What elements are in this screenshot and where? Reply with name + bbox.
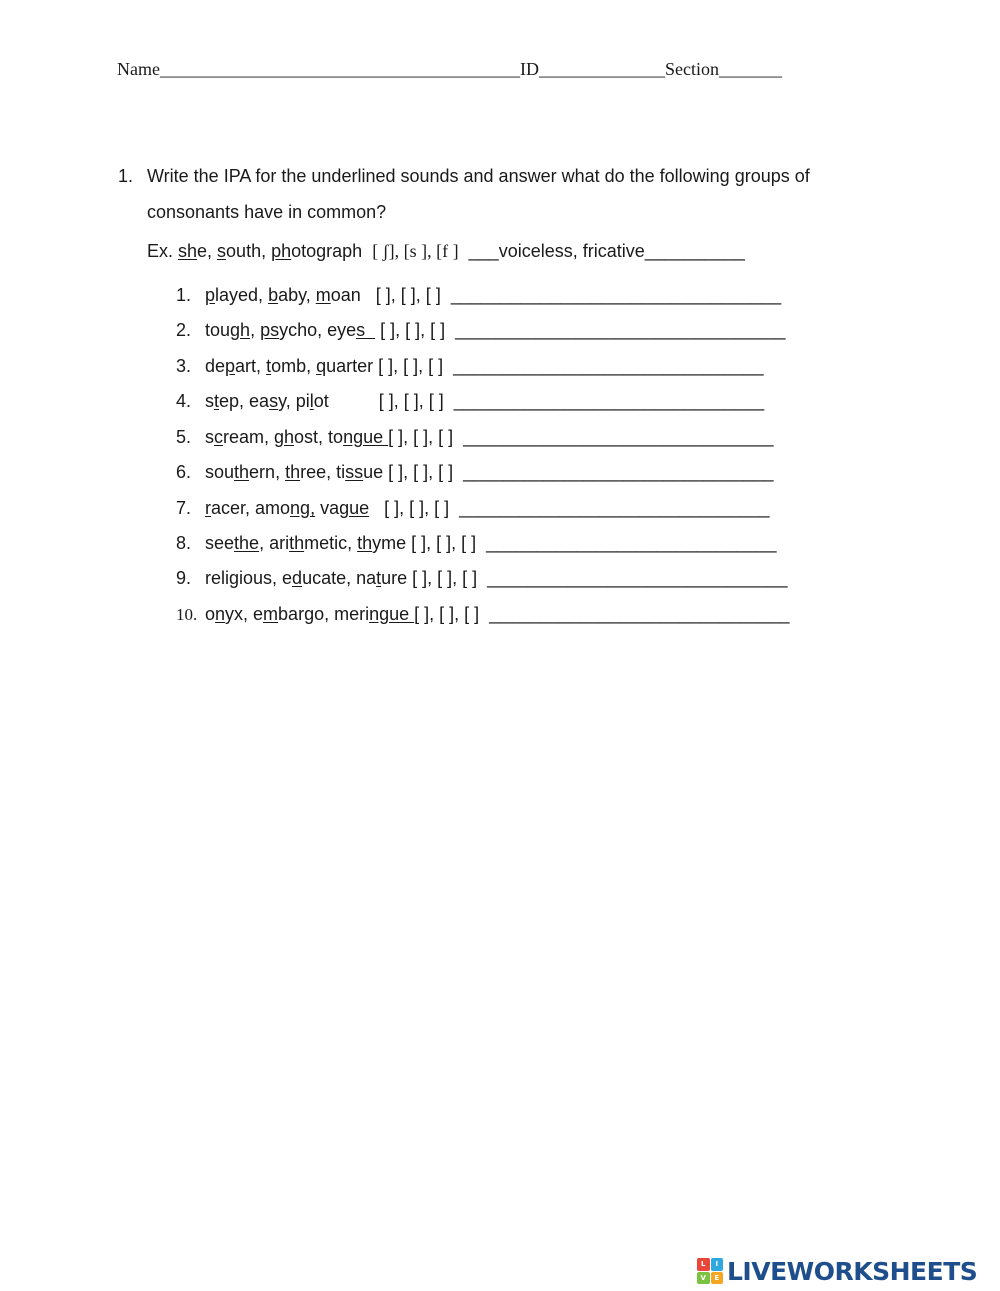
- item-row: [176, 568, 788, 589]
- item-text: ycho, eye: [279, 320, 357, 340]
- underlined-sound: c: [214, 427, 223, 447]
- underlined-sound: gue: [339, 498, 370, 518]
- example-text: e,: [197, 241, 218, 261]
- underlined-sound: t: [266, 356, 272, 376]
- item-text: aby,: [278, 285, 316, 305]
- item-text: de: [205, 356, 226, 376]
- item-number: 10.: [176, 605, 198, 624]
- item-text: metic,: [304, 533, 358, 553]
- item-text: ream,: [223, 427, 275, 447]
- item-text: ree, ti: [300, 462, 346, 482]
- item-row: [176, 320, 786, 341]
- underlined-sound: th: [357, 533, 373, 553]
- item-number: 8.: [176, 533, 192, 553]
- header-line: Name________________________________________ID______________Section_______: [117, 59, 782, 79]
- underlined-sound: ss: [345, 462, 364, 482]
- liveworksheets-logo: [697, 1256, 977, 1286]
- item-number: 5.: [176, 427, 192, 447]
- underlined-sound: t: [214, 391, 220, 411]
- underlined-sound: q: [316, 356, 327, 376]
- item-text: omb,: [271, 356, 317, 376]
- underlined-sound: s: [356, 320, 376, 340]
- item-text: [ ], [ ], [ ] _______________________________: [369, 498, 770, 518]
- underlined-sound: r: [205, 498, 211, 518]
- item-row: [176, 391, 764, 412]
- underlined-sound: gh: [274, 427, 295, 447]
- item-text: ep, ea: [219, 391, 270, 411]
- item-text: s: [205, 391, 214, 411]
- item-text: ucate, na: [302, 568, 377, 588]
- item-text: art,: [235, 356, 267, 376]
- item-text: [ ], [ ], [ ] ______________________________: [414, 604, 790, 624]
- underlined-sound: d: [292, 568, 303, 588]
- item-row: [176, 498, 770, 519]
- item-row: [176, 533, 776, 554]
- logo-text: LIVEWORKSHEETS: [727, 1256, 978, 1286]
- item-number: 6.: [176, 462, 192, 482]
- underlined-sound: ngue: [369, 604, 415, 624]
- item-number: 9.: [176, 568, 192, 588]
- item-number: 3.: [176, 356, 192, 376]
- item-row: [176, 285, 781, 306]
- logo-tile: E: [711, 1272, 724, 1285]
- logo-icon: [697, 1258, 723, 1284]
- logo-tile: V: [697, 1272, 710, 1285]
- logo-tile: L: [697, 1258, 710, 1271]
- item-row: [176, 356, 764, 377]
- example-underline: s: [217, 241, 227, 261]
- item-text: [ ], [ ], [ ] _______________________________: [388, 427, 774, 447]
- example-ipa: [ ʃ], [s ], [f ]: [372, 241, 459, 261]
- item-text: ern,: [249, 462, 286, 482]
- underlined-sound: p: [225, 356, 236, 376]
- item-text: ure [ ], [ ], [ ] ______________________________: [381, 568, 788, 588]
- item-text: ue [ ], [ ], [ ] _______________________________: [363, 462, 774, 482]
- example-answer: ___voiceless, fricative__________: [458, 241, 745, 261]
- item-text: sou: [205, 462, 235, 482]
- item-text: yme [ ], [ ], [ ] _____________________________: [372, 533, 777, 553]
- question-text-line2: consonants have in common?: [147, 202, 387, 222]
- item-text: uarter [ ], [ ], [ ] _______________________________: [326, 356, 764, 376]
- underlined-sound: b: [268, 285, 279, 305]
- item-text: oan [ ], [ ], [ ] _________________________________: [330, 285, 782, 305]
- item-number: 2.: [176, 320, 192, 340]
- item-text: s: [205, 427, 214, 447]
- item-text: va: [315, 498, 340, 518]
- underlined-sound: ng,: [290, 498, 316, 518]
- item-text: see: [205, 533, 235, 553]
- item-text: o: [205, 604, 216, 624]
- example-prefix: Ex.: [147, 241, 179, 261]
- question-text-line1: Write the IPA for the underlined sounds and answer what do the following groups of: [147, 166, 810, 186]
- item-text: ot [ ], [ ], [ ] _______________________________: [313, 391, 765, 411]
- underlined-sound: l: [309, 391, 314, 411]
- example-underline: ph: [271, 241, 292, 261]
- item-number: 7.: [176, 498, 192, 518]
- item-text: yx, e: [225, 604, 264, 624]
- item-text: acer, amo: [211, 498, 291, 518]
- underlined-sound: th: [285, 462, 301, 482]
- item-text: tou: [205, 320, 231, 340]
- item-text: layed,: [215, 285, 269, 305]
- example-text: otograph: [291, 241, 373, 261]
- logo-tile: I: [711, 1258, 724, 1271]
- underlined-sound: th: [289, 533, 305, 553]
- underlined-sound: ngue: [343, 427, 389, 447]
- example-underline: sh: [178, 241, 198, 261]
- question-number: 1.: [118, 166, 134, 186]
- item-text: y, pi: [278, 391, 310, 411]
- item-text: [ ], [ ], [ ] _________________________________: [375, 320, 786, 340]
- example-text: outh,: [226, 241, 272, 261]
- underlined-sound: m: [263, 604, 279, 624]
- item-text: bargo, meri: [278, 604, 370, 624]
- item-row: [176, 604, 789, 625]
- underlined-sound: th: [234, 462, 250, 482]
- underlined-sound: p: [205, 285, 216, 305]
- underlined-sound: s: [269, 391, 279, 411]
- item-text: , ari: [259, 533, 290, 553]
- underlined-sound: n: [215, 604, 226, 624]
- underlined-sound: ps: [260, 320, 280, 340]
- underlined-sound: gh: [230, 320, 251, 340]
- underlined-sound: t: [376, 568, 382, 588]
- item-text: ,: [250, 320, 261, 340]
- example-line: [147, 241, 745, 262]
- underlined-sound: the: [234, 533, 260, 553]
- item-number: 1.: [176, 285, 192, 305]
- item-row: [176, 462, 774, 483]
- item-row: [176, 427, 773, 448]
- item-text: ost, to: [294, 427, 344, 447]
- item-text: religious, e: [205, 568, 293, 588]
- item-number: 4.: [176, 391, 192, 411]
- underlined-sound: m: [315, 285, 331, 305]
